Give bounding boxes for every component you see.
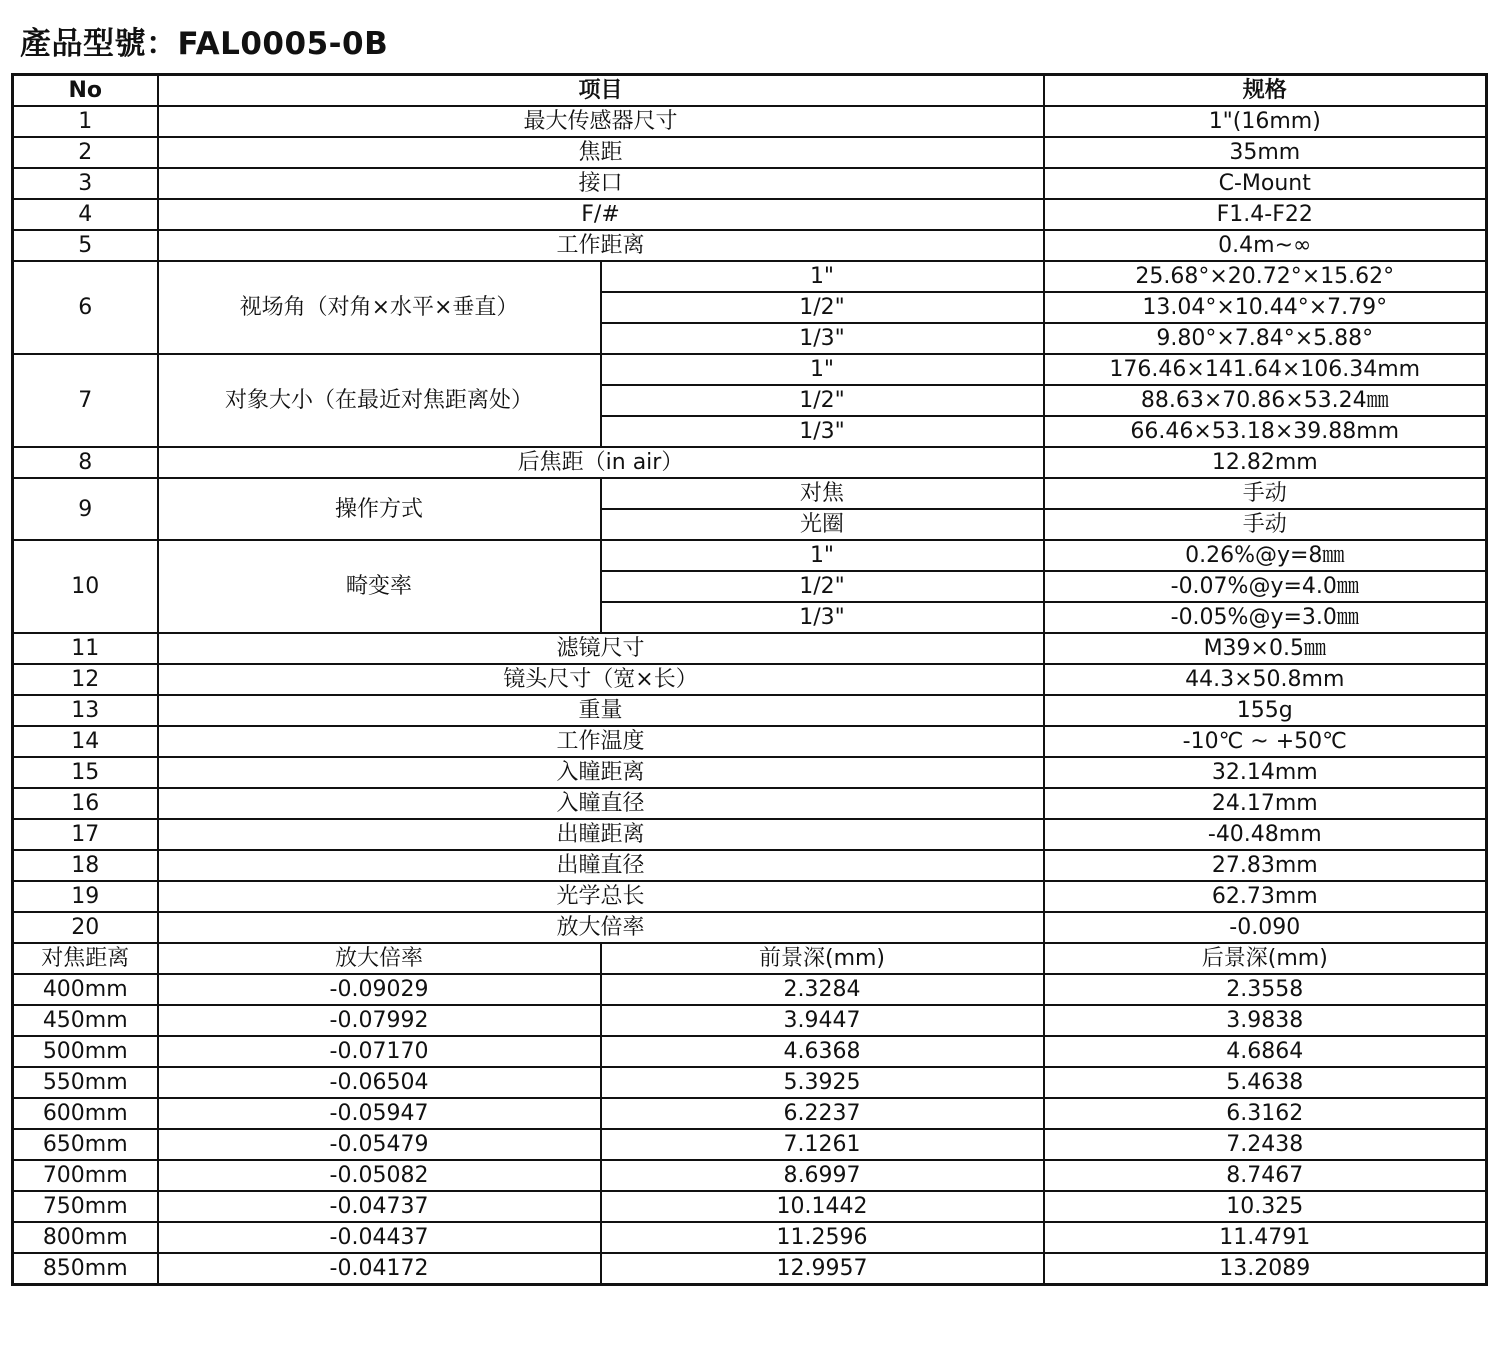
dof-distance: 850mm xyxy=(13,1253,158,1285)
row-sub: 1" xyxy=(601,540,1044,571)
table-row xyxy=(13,664,1487,695)
header-no: No xyxy=(13,75,158,107)
row-item: 最大传感器尺寸 xyxy=(158,106,1044,137)
dof-distance: 500mm xyxy=(13,1036,158,1067)
row-item: 出瞳直径 xyxy=(158,850,1044,881)
table-row xyxy=(13,137,1487,168)
dof-front: 5.3925 xyxy=(601,1067,1044,1098)
row-no: 7 xyxy=(13,354,158,447)
row-item: 放大倍率 xyxy=(158,912,1044,943)
row-item: 出瞳距离 xyxy=(158,819,1044,850)
dof-magnification: -0.05082 xyxy=(158,1160,601,1191)
dof-front: 11.2596 xyxy=(601,1222,1044,1253)
table-row xyxy=(13,912,1487,943)
row-no: 11 xyxy=(13,633,158,664)
dof-rear: 13.2089 xyxy=(1044,1253,1487,1285)
row-spec: F1.4-F22 xyxy=(1044,199,1487,230)
dof-row xyxy=(13,1005,1487,1036)
dof-magnification: -0.04737 xyxy=(158,1191,601,1222)
row-item: 滤镜尺寸 xyxy=(158,633,1044,664)
dof-distance: 550mm xyxy=(13,1067,158,1098)
dof-magnification: -0.04172 xyxy=(158,1253,601,1285)
dof-header-distance: 对焦距离 xyxy=(13,943,158,974)
row-spec: 0.26%@y=8㎜ xyxy=(1044,540,1487,571)
row-spec: M39×0.5㎜ xyxy=(1044,633,1487,664)
row-sub: 1/3" xyxy=(601,602,1044,633)
row-spec: 9.80°×7.84°×5.88° xyxy=(1044,323,1487,354)
dof-rear: 4.6864 xyxy=(1044,1036,1487,1067)
dof-header-magnification: 放大倍率 xyxy=(158,943,601,974)
dof-front: 8.6997 xyxy=(601,1160,1044,1191)
row-spec: 44.3×50.8mm xyxy=(1044,664,1487,695)
dof-row xyxy=(13,974,1487,1005)
row-item: 入瞳直径 xyxy=(158,788,1044,819)
table-row xyxy=(13,478,1487,509)
row-spec: -40.48mm xyxy=(1044,819,1487,850)
row-no: 9 xyxy=(13,478,158,540)
row-item: 对象大小（在最近对焦距离处） xyxy=(158,354,601,447)
dof-header-rear: 后景深(mm) xyxy=(1044,943,1487,974)
table-row xyxy=(13,354,1487,385)
dof-row xyxy=(13,1129,1487,1160)
row-spec: 62.73mm xyxy=(1044,881,1487,912)
dof-front: 2.3284 xyxy=(601,974,1044,1005)
row-spec: 0.4m~∞ xyxy=(1044,230,1487,261)
row-item: 重量 xyxy=(158,695,1044,726)
table-row xyxy=(13,540,1487,571)
dof-front: 3.9447 xyxy=(601,1005,1044,1036)
row-spec: 24.17mm xyxy=(1044,788,1487,819)
row-no: 2 xyxy=(13,137,158,168)
dof-magnification: -0.05479 xyxy=(158,1129,601,1160)
dof-front: 7.1261 xyxy=(601,1129,1044,1160)
row-spec: 88.63×70.86×53.24㎜ xyxy=(1044,385,1487,416)
row-no: 3 xyxy=(13,168,158,199)
table-row xyxy=(13,788,1487,819)
row-spec: -0.05%@y=3.0㎜ xyxy=(1044,602,1487,633)
row-item: F/# xyxy=(158,199,1044,230)
row-spec: 32.14mm xyxy=(1044,757,1487,788)
dof-row xyxy=(13,1160,1487,1191)
row-item: 后焦距（in air） xyxy=(158,447,1044,478)
row-spec: 176.46×141.64×106.34mm xyxy=(1044,354,1487,385)
table-row xyxy=(13,757,1487,788)
dof-magnification: -0.06504 xyxy=(158,1067,601,1098)
row-sub: 对焦 xyxy=(601,478,1044,509)
table-header-row xyxy=(13,75,1487,107)
row-no: 4 xyxy=(13,199,158,230)
row-spec: -10℃ ~ +50℃ xyxy=(1044,726,1487,757)
row-item: 工作距离 xyxy=(158,230,1044,261)
row-spec: 27.83mm xyxy=(1044,850,1487,881)
row-sub: 光圈 xyxy=(601,509,1044,540)
row-no: 10 xyxy=(13,540,158,633)
dof-rear: 3.9838 xyxy=(1044,1005,1487,1036)
table-row xyxy=(13,199,1487,230)
table-row xyxy=(13,850,1487,881)
dof-distance: 800mm xyxy=(13,1222,158,1253)
header-spec: 规格 xyxy=(1044,75,1487,107)
row-spec: 12.82mm xyxy=(1044,447,1487,478)
row-no: 14 xyxy=(13,726,158,757)
dof-magnification: -0.09029 xyxy=(158,974,601,1005)
table-row xyxy=(13,106,1487,137)
table-row xyxy=(13,168,1487,199)
dof-magnification: -0.07992 xyxy=(158,1005,601,1036)
dof-front: 4.6368 xyxy=(601,1036,1044,1067)
row-item: 焦距 xyxy=(158,137,1044,168)
row-item: 工作温度 xyxy=(158,726,1044,757)
row-sub: 1/2" xyxy=(601,292,1044,323)
dof-row xyxy=(13,1222,1487,1253)
row-item: 接口 xyxy=(158,168,1044,199)
dof-rear: 7.2438 xyxy=(1044,1129,1487,1160)
row-item: 视场角（对角×水平×垂直） xyxy=(158,261,601,354)
dof-rear: 11.4791 xyxy=(1044,1222,1487,1253)
dof-row xyxy=(13,1067,1487,1098)
table-row xyxy=(13,261,1487,292)
dof-row xyxy=(13,1036,1487,1067)
table-row xyxy=(13,447,1487,478)
row-item: 操作方式 xyxy=(158,478,601,540)
dof-row xyxy=(13,1098,1487,1129)
dof-distance: 600mm xyxy=(13,1098,158,1129)
row-spec: 13.04°×10.44°×7.79° xyxy=(1044,292,1487,323)
row-item: 镜头尺寸（宽×长） xyxy=(158,664,1044,695)
dof-row xyxy=(13,1191,1487,1222)
dof-front: 10.1442 xyxy=(601,1191,1044,1222)
row-no: 12 xyxy=(13,664,158,695)
product-title: 產品型號：FAL0005-0B xyxy=(20,26,389,62)
dof-distance: 700mm xyxy=(13,1160,158,1191)
row-sub: 1/3" xyxy=(601,323,1044,354)
header-item: 项目 xyxy=(158,75,1044,107)
table-row xyxy=(13,695,1487,726)
dof-distance: 450mm xyxy=(13,1005,158,1036)
row-spec: 35mm xyxy=(1044,137,1487,168)
row-sub: 1" xyxy=(601,261,1044,292)
table-row xyxy=(13,819,1487,850)
dof-magnification: -0.04437 xyxy=(158,1222,601,1253)
dof-header-front: 前景深(mm) xyxy=(601,943,1044,974)
row-spec: 1"(16mm) xyxy=(1044,106,1487,137)
dof-distance: 650mm xyxy=(13,1129,158,1160)
row-no: 16 xyxy=(13,788,158,819)
row-no: 17 xyxy=(13,819,158,850)
dof-front: 6.2237 xyxy=(601,1098,1044,1129)
row-spec: C-Mount xyxy=(1044,168,1487,199)
dof-rear: 10.325 xyxy=(1044,1191,1487,1222)
dof-header-row xyxy=(13,943,1487,974)
row-no: 6 xyxy=(13,261,158,354)
row-sub: 1/2" xyxy=(601,385,1044,416)
table-row xyxy=(13,726,1487,757)
row-spec: -0.090 xyxy=(1044,912,1487,943)
row-sub: 1/2" xyxy=(601,571,1044,602)
spec-table xyxy=(11,73,1488,1286)
row-spec: 155g xyxy=(1044,695,1487,726)
dof-magnification: -0.05947 xyxy=(158,1098,601,1129)
row-no: 20 xyxy=(13,912,158,943)
row-spec: 手动 xyxy=(1044,478,1487,509)
row-no: 5 xyxy=(13,230,158,261)
row-spec: 手动 xyxy=(1044,509,1487,540)
row-sub: 1/3" xyxy=(601,416,1044,447)
row-item: 畸变率 xyxy=(158,540,601,633)
dof-row xyxy=(13,1253,1487,1285)
dof-distance: 750mm xyxy=(13,1191,158,1222)
row-no: 15 xyxy=(13,757,158,788)
table-row xyxy=(13,230,1487,261)
row-no: 13 xyxy=(13,695,158,726)
row-no: 18 xyxy=(13,850,158,881)
dof-front: 12.9957 xyxy=(601,1253,1044,1285)
dof-rear: 6.3162 xyxy=(1044,1098,1487,1129)
row-spec: 66.46×53.18×39.88mm xyxy=(1044,416,1487,447)
table-row xyxy=(13,881,1487,912)
row-spec: -0.07%@y=4.0㎜ xyxy=(1044,571,1487,602)
row-item: 光学总长 xyxy=(158,881,1044,912)
dof-magnification: -0.07170 xyxy=(158,1036,601,1067)
row-no: 19 xyxy=(13,881,158,912)
row-no: 8 xyxy=(13,447,158,478)
dof-rear: 8.7467 xyxy=(1044,1160,1487,1191)
table-row xyxy=(13,633,1487,664)
dof-rear: 5.4638 xyxy=(1044,1067,1487,1098)
row-spec: 25.68°×20.72°×15.62° xyxy=(1044,261,1487,292)
dof-rear: 2.3558 xyxy=(1044,974,1487,1005)
row-sub: 1" xyxy=(601,354,1044,385)
row-item: 入瞳距离 xyxy=(158,757,1044,788)
row-no: 1 xyxy=(13,106,158,137)
dof-distance: 400mm xyxy=(13,974,158,1005)
